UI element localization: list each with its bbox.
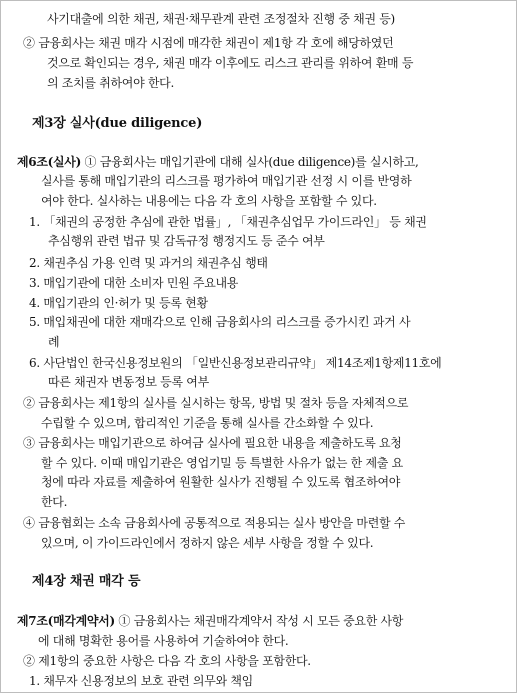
article-label: 제6조(실사) <box>17 155 81 169</box>
text-line: 실사를 통해 매입기관의 리스크를 평가하여 매입기관 선정 시 이를 반영하 <box>41 174 412 188</box>
text-line: ① 금융회사는 채권매각계약서 작성 시 모든 중요한 사항 <box>114 614 404 628</box>
list-item: 6. 사단법인 한국신용정보원의 「일반신용정보관리규약」 제14조제1항제11호에 <box>29 356 442 370</box>
list-item: 추심행위 관련 법규 및 감독규정 행정지도 등 준수 여부 <box>48 234 325 248</box>
text-line: 있으며, 이 가이드라인에서 정하지 않은 세부 사항을 정할 수 있다. <box>41 536 374 550</box>
list-item: 5. 매입채권에 대한 재매각으로 인해 금융회사의 리스크를 증가시킨 과거 사 <box>29 315 411 329</box>
article-7-first-line <box>17 613 403 629</box>
text-line: 에 대해 명확한 용어를 사용하여 기술하여야 한다. <box>38 634 289 648</box>
list-item: 례 <box>48 335 60 349</box>
text-line: 할 수 있다. 이때 매입기관은 영업기밀 등 특별한 사유가 없는 한 제출 요 <box>41 456 403 470</box>
text-line: ③ 금융회사는 매입기관으로 하여금 실사에 필요한 내용을 제출하도록 요청 <box>23 436 402 450</box>
text-line: ① 금융회사는 매입기관에 대해 실사(due diligence)를 실시하고, <box>80 155 419 169</box>
text-line: 의 조치를 취하여야 한다. <box>47 76 174 90</box>
text-line: 청에 따라 자료를 제출하여 원활한 실사가 진행될 수 있도록 협조하여야 <box>41 475 401 489</box>
text-line: 한다. <box>41 495 68 509</box>
chapter-heading: 제4장 채권 매각 등 <box>32 574 141 589</box>
text-line: 사기대출에 의한 채권, 채권·채무관계 관련 조정절차 진행 중 채권 등) <box>47 12 395 26</box>
list-item: 2. 채권추심 가용 인력 및 과거의 채권추심 행태 <box>29 256 268 270</box>
list-item: 1. 채무자 신용정보의 보호 관련 의무와 책임 <box>29 674 253 688</box>
list-item: 따른 채권자 변동정보 등록 여부 <box>48 375 209 389</box>
article-6-first-line <box>17 154 419 170</box>
text-line: ② 금융회사는 제1항의 실사를 실시하는 항목, 방법 및 절차 등을 자체적으로 <box>23 396 409 410</box>
text-line: ④ 금융협회는 소속 금융회사에 공통적으로 적용되는 실사 방안을 마련할 수 <box>23 516 406 530</box>
chapter-heading: 제3장 실사(due diligence) <box>32 116 203 131</box>
list-item: 4. 매입기관의 인·허가 및 등록 현황 <box>29 296 208 310</box>
list-item: 3. 매입기관에 대한 소비자 민원 주요내용 <box>29 276 239 290</box>
text-line: ② 금융회사는 채권 매각 시점에 매각한 채권이 제1항 각 호에 해당하였던 <box>23 36 394 50</box>
text-line: 수립할 수 있으며, 합리적인 기준을 통해 실사를 간소화할 수 있다. <box>41 416 374 430</box>
text-line: 여야 한다. 실사하는 내용에는 다음 각 호의 사항을 포함할 수 있다. <box>41 194 377 208</box>
list-item: 1. 「채권의 공정한 추심에 관한 법률」, 「채권추심업무 가이드라인」 등 채권 <box>29 215 427 229</box>
text-line: 것으로 확인되는 경우, 채권 매각 이후에도 리스크 관리를 위하여 환매 등 <box>47 56 414 70</box>
text-line: ② 제1항의 중요한 사항은 다음 각 호의 사항을 포함한다. <box>23 654 311 668</box>
article-label: 제7조(매각계약서) <box>17 614 115 628</box>
